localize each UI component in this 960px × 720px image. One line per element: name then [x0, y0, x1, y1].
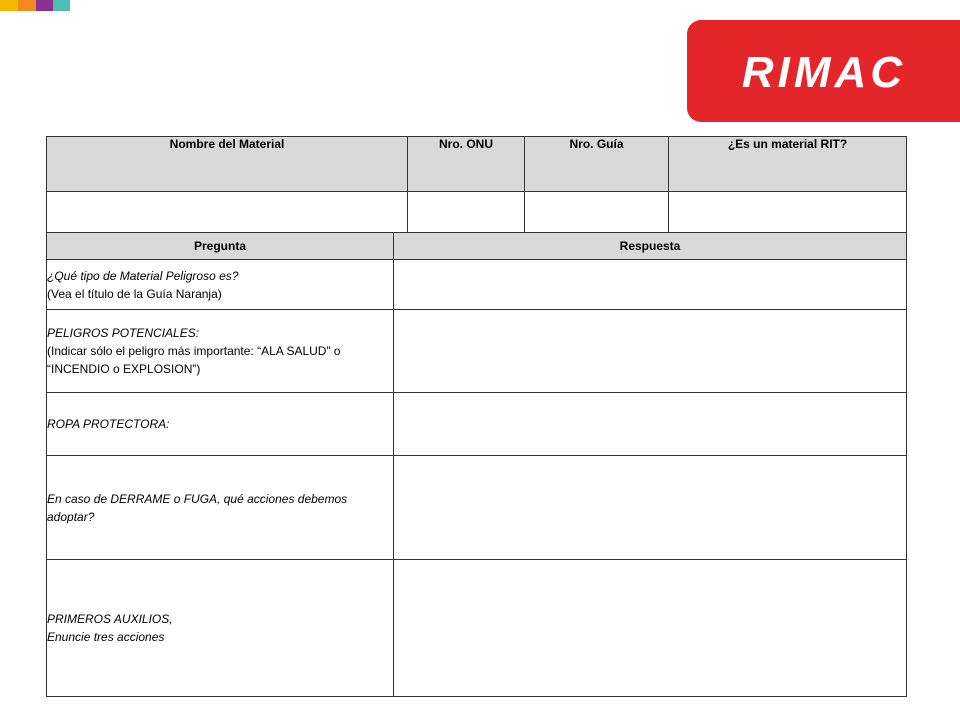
question-cell: En caso de DERRAME o FUGA, qué acciones debemos adoptar?	[47, 456, 394, 560]
material-name-cell[interactable]	[47, 192, 408, 233]
material-input-row	[47, 192, 907, 233]
onu-number-header: Nro. ONU	[408, 137, 525, 192]
question-cell: PRIMEROS AUXILIOS, Enuncie tres acciones	[47, 560, 394, 697]
question-row	[47, 456, 907, 560]
answer-cell[interactable]	[394, 310, 907, 393]
guide-number-header: Nro. Guía	[525, 137, 669, 192]
rimac-logo	[687, 20, 960, 122]
rit-material-cell[interactable]	[669, 192, 907, 233]
question-row	[47, 393, 907, 456]
question-cell: ¿Qué tipo de Material Peligroso es? (Vea el título de la Guía Naranja)	[47, 260, 394, 310]
question-header-row	[47, 233, 907, 260]
rit-material-header: ¿Es un material RIT?	[669, 137, 907, 192]
material-header-row	[47, 137, 907, 192]
question-cell: ROPA PROTECTORA:	[47, 393, 394, 456]
color-strip-orange	[18, 0, 36, 11]
answer-column-header: Respuesta	[394, 233, 907, 260]
question-row	[47, 560, 907, 697]
color-strip-teal	[53, 0, 70, 11]
onu-number-cell[interactable]	[408, 192, 525, 233]
question-row	[47, 260, 907, 310]
rimac-logo-text: RIMAC	[741, 48, 906, 97]
question-cell: PELIGROS POTENCIALES: (Indicar sólo el peligro más importante: “ALA SALUD” o “INCENDIO o EXPLOSION”)	[47, 310, 394, 393]
question-column-header: Pregunta	[47, 233, 394, 260]
hazmat-form-table	[46, 136, 907, 697]
rimac-logo-wordmark	[714, 43, 934, 99]
answer-cell[interactable]	[394, 260, 907, 310]
guide-number-cell[interactable]	[525, 192, 669, 233]
color-strip-purple	[36, 0, 53, 11]
color-strip-yellow	[0, 0, 18, 11]
question-row	[47, 310, 907, 393]
answer-cell[interactable]	[394, 456, 907, 560]
answer-cell[interactable]	[394, 560, 907, 697]
material-name-header: Nombre del Material	[47, 137, 408, 192]
answer-cell[interactable]	[394, 393, 907, 456]
